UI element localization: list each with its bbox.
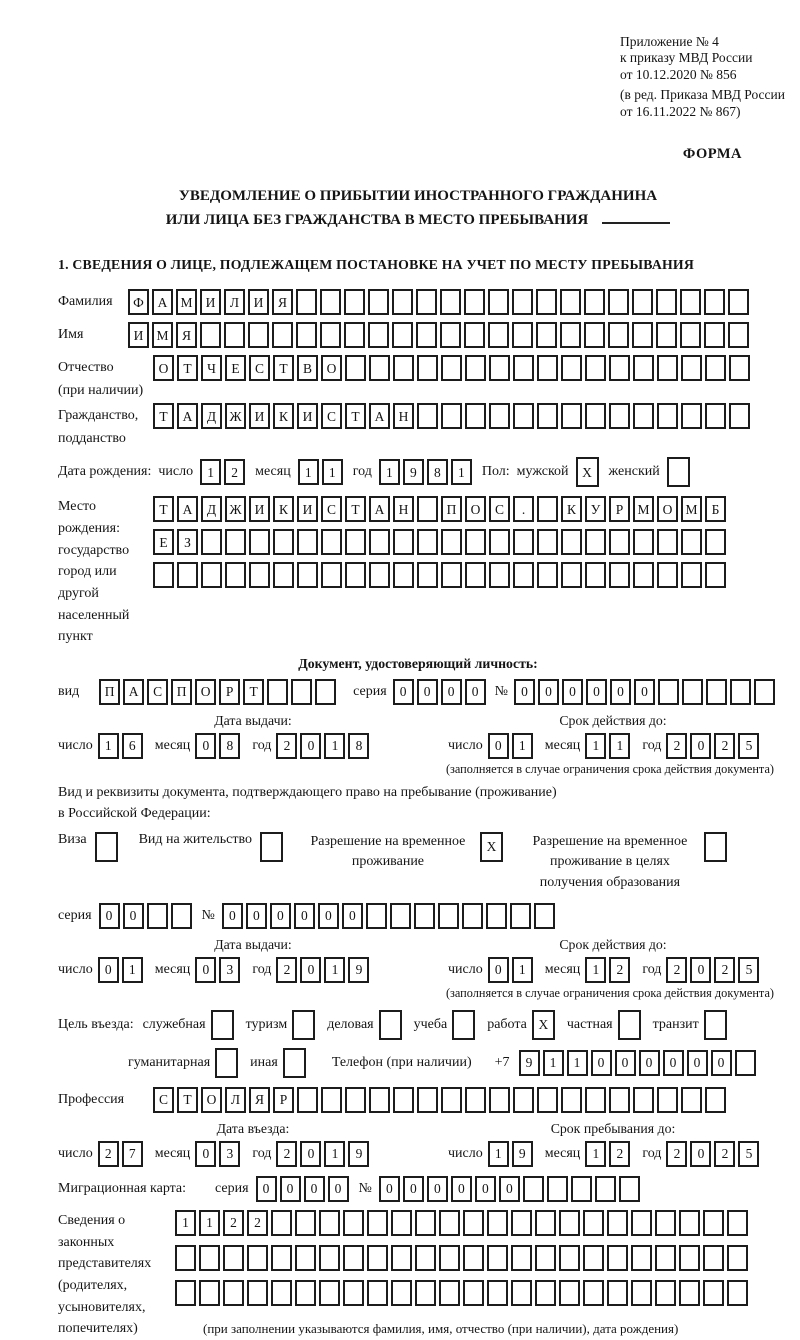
- humanitarian-checkbox[interactable]: [215, 1048, 241, 1078]
- representatives-labels: [58, 1210, 175, 1340]
- sex-male-checkbox[interactable]: X: [576, 457, 602, 487]
- entry-date-group: [58, 1141, 448, 1167]
- sex-male-label: мужской: [516, 464, 569, 480]
- form-label: ФОРМА: [682, 146, 742, 163]
- representatives-row-2[interactable]: [175, 1245, 751, 1271]
- citizenship-label: Гражданство,: [58, 408, 139, 424]
- page-title: [58, 185, 778, 231]
- purpose-other: [250, 1048, 309, 1078]
- field-row-migration-card: [58, 1176, 778, 1202]
- purpose-label: деловая: [327, 1017, 374, 1033]
- temp-residence-checkbox[interactable]: X: [480, 832, 506, 862]
- business-checkbox[interactable]: [379, 1010, 405, 1040]
- stay-day-cells[interactable]: 1 9: [488, 1141, 536, 1167]
- entry-year-cells[interactable]: 2 0 1 9: [276, 1141, 372, 1167]
- residence-expiry-year-cells[interactable]: 2 0 2 5: [666, 957, 762, 983]
- day-label: число: [58, 1146, 93, 1162]
- phone-prefix: +7: [494, 1055, 510, 1071]
- stay-month-cells[interactable]: 1 2: [585, 1141, 633, 1167]
- migration-number-label: №: [358, 1181, 372, 1197]
- birthdate-month-cells[interactable]: 1 1: [298, 459, 346, 485]
- representatives-label-line: Сведения о: [58, 1213, 126, 1229]
- month-label: месяц: [544, 1146, 581, 1162]
- migration-number-cells[interactable]: 0 0 0 0 0 0: [379, 1176, 643, 1202]
- birthdate-year-label: год: [352, 464, 372, 480]
- day-label: число: [448, 962, 483, 978]
- purpose-business: [327, 1010, 404, 1040]
- birthplace-row-1[interactable]: Т А Д Ж И К И С Т А Н П О С . К У Р М О М Б: [153, 496, 729, 522]
- birthdate-day-cells[interactable]: 1 2: [200, 459, 248, 485]
- citizenship-sublabel: подданство: [58, 431, 126, 447]
- birthdate-year-cells[interactable]: 1 9 8 1: [379, 459, 475, 485]
- day-label: число: [448, 738, 483, 754]
- purpose-label: работа: [487, 1017, 527, 1033]
- residence-series-label: серия: [58, 908, 92, 924]
- tourism-checkbox[interactable]: [292, 1010, 318, 1040]
- blank-underline: [602, 208, 670, 224]
- phone-cells[interactable]: 9 1 1 0 0 0 0 0 0: [519, 1050, 759, 1076]
- section-1-heading: 1. СВЕДЕНИЯ О ЛИЦЕ, ПОДЛЕЖАЩЕМ ПОСТАНОВКЕ НА УЧЕТ ПО МЕСТУ ПРЕБЫВАНИЯ: [58, 257, 695, 273]
- entry-day-cells[interactable]: 2 7: [98, 1141, 146, 1167]
- purpose-label: иная: [250, 1055, 278, 1071]
- residence-expiry-month-cells[interactable]: 1 2: [585, 957, 633, 983]
- representatives-caption: (при заполнении указываются фамилия, имя, отчество (при наличии), дата рождения): [203, 1321, 679, 1337]
- birthdate-day-label: число: [158, 464, 194, 480]
- expiry-day-cells[interactable]: 0 1: [488, 733, 536, 759]
- expiry-date-header: Срок действия до:: [559, 937, 667, 953]
- residence-number-label: №: [201, 908, 215, 924]
- birthplace-row-2[interactable]: Е З: [153, 529, 729, 555]
- private-checkbox[interactable]: [618, 1010, 644, 1040]
- purpose-humanitarian: [128, 1048, 241, 1078]
- purpose-official: [143, 1010, 237, 1040]
- option-temp-residence: [304, 832, 506, 873]
- doc-series-cells[interactable]: 0 0 0 0: [393, 679, 489, 705]
- birthplace-label-line: населенный пункт: [58, 607, 130, 645]
- birthplace-labels: [58, 496, 153, 648]
- residence-doc-date-headers: [58, 937, 778, 953]
- firstname-cells[interactable]: И М Я: [128, 322, 752, 348]
- birthplace-row-3[interactable]: [153, 562, 729, 588]
- sex-female-label: женский: [608, 464, 660, 480]
- year-label: год: [642, 738, 662, 754]
- issue-date-header: Дата выдачи:: [214, 937, 292, 953]
- month-label: месяц: [154, 962, 191, 978]
- birthplace-label-line: государство: [58, 542, 130, 558]
- field-row-identity-doc: [58, 679, 778, 705]
- residence-doc-intro-2: в Российской Федерации:: [58, 806, 211, 822]
- annex-block: [620, 34, 800, 120]
- annex-line: от 10.12.2020 № 856: [620, 66, 737, 82]
- residence-issue-year-cells[interactable]: 2 0 1 9: [276, 957, 372, 983]
- title-line-2: [58, 208, 778, 232]
- option-label: Разрешение на временное проживание: [310, 834, 466, 870]
- issue-date-group: [58, 733, 448, 759]
- title-line-2-text: ИЛИ ЛИЦА БЕЗ ГРАЖДАНСТВА В МЕСТО ПРЕБЫВАНИЯ: [165, 211, 589, 228]
- phone-label: Телефон (при наличии): [331, 1055, 472, 1071]
- field-block-representatives: [58, 1210, 778, 1340]
- expiry-date-header: Срок действия до:: [559, 713, 667, 729]
- purpose-label: транзит: [652, 1017, 699, 1033]
- birthdate-label: Дата рождения:: [58, 464, 152, 480]
- surname-label: Фамилия: [58, 294, 113, 310]
- identity-doc-date-headers: [58, 713, 778, 729]
- entry-date-header: Дата въезда:: [216, 1121, 290, 1137]
- expiry-date-group: [448, 957, 766, 983]
- entry-month-cells[interactable]: 0 3: [195, 1141, 243, 1167]
- option-label: Разрешение на временное проживание в целях получения образования: [532, 834, 688, 890]
- identity-doc-heading: Документ, удостоверяющий личность:: [298, 656, 538, 672]
- other-checkbox[interactable]: [283, 1048, 309, 1078]
- year-label: год: [642, 1146, 662, 1162]
- issue-month-cells[interactable]: 0 8: [195, 733, 243, 759]
- visa-checkbox[interactable]: [95, 832, 121, 862]
- revision-line: от 16.11.2022 № 867): [620, 103, 741, 119]
- purpose-work: [487, 1010, 558, 1040]
- patronymic-sublabel: (при наличии): [58, 383, 144, 399]
- month-label: месяц: [544, 738, 581, 754]
- migration-series-label: серия: [215, 1181, 249, 1197]
- entry-dates: [58, 1141, 778, 1167]
- residence-doc-dates: [58, 957, 778, 983]
- purpose-label: учеба: [413, 1017, 448, 1033]
- doc-series-label: серия: [353, 684, 387, 700]
- representatives-label-line: попечителях): [58, 1321, 138, 1337]
- expiry-note: (заполняется в случае ограничения срока действия документа): [445, 986, 774, 1001]
- field-block-birthplace: [58, 496, 778, 648]
- sex-label: Пол:: [481, 464, 510, 480]
- official-checkbox[interactable]: [211, 1010, 237, 1040]
- representatives-row-1[interactable]: 1 1 2 2: [175, 1210, 751, 1236]
- issue-year-cells[interactable]: 2 0 1 8: [276, 733, 372, 759]
- day-label: число: [448, 1146, 483, 1162]
- residence-doc-options: [58, 832, 778, 893]
- year-label: год: [252, 962, 272, 978]
- revision-line: (в ред. Приказа МВД России: [620, 87, 785, 103]
- field-row-purpose-2-phone: [58, 1048, 778, 1078]
- purpose-label: туризм: [245, 1017, 288, 1033]
- field-row-surname: [58, 289, 778, 315]
- profession-label: Профессия: [58, 1092, 125, 1108]
- issue-day-cells[interactable]: 1 6: [98, 733, 146, 759]
- option-label: Виза: [58, 832, 87, 848]
- purpose-tourism: [246, 1010, 319, 1040]
- birthplace-label-line: Место рождения:: [58, 499, 120, 537]
- field-row-citizenship: [58, 403, 778, 429]
- residence-expiry-day-cells[interactable]: 0 1: [488, 957, 536, 983]
- issue-date-header: Дата выдачи:: [214, 713, 292, 729]
- sex-female-checkbox[interactable]: [667, 457, 693, 487]
- expiry-date-group: [448, 733, 766, 759]
- year-label: год: [642, 962, 662, 978]
- residence-issue-day-cells[interactable]: 0 1: [98, 957, 146, 983]
- patronymic-cells[interactable]: О Т Ч Е С Т В О: [153, 355, 753, 381]
- field-row-profession: [58, 1087, 778, 1113]
- residence-number-cells[interactable]: 0 0 0 0 0 0: [222, 903, 558, 929]
- doc-number-label: №: [494, 684, 508, 700]
- patronymic-label: Отчество: [58, 360, 114, 376]
- profession-cells[interactable]: С Т О Л Я Р: [153, 1087, 729, 1113]
- month-label: месяц: [154, 738, 191, 754]
- residence-doc-intro-1: Вид и реквизиты документа, подтверждающего право на пребывание (проживание): [58, 785, 557, 801]
- representatives-grid: [175, 1210, 751, 1337]
- expiry-year-cells[interactable]: 2 0 2 5: [666, 733, 762, 759]
- annex-line: Приложение № 4: [620, 34, 719, 49]
- doc-number-cells[interactable]: 0 0 0 0 0 0: [514, 679, 778, 705]
- month-label: месяц: [544, 962, 581, 978]
- transit-checkbox[interactable]: [704, 1010, 730, 1040]
- field-row-patronymic: [58, 355, 778, 381]
- option-visa: [58, 832, 121, 862]
- stay-until-header: Срок пребывания до:: [550, 1121, 676, 1137]
- doc-type-label: вид: [58, 684, 80, 700]
- residence-issue-month-cells[interactable]: 0 3: [195, 957, 243, 983]
- field-row-birthdate: [58, 457, 778, 487]
- birthdate-month-label: месяц: [255, 464, 291, 480]
- study-checkbox[interactable]: [452, 1010, 478, 1040]
- purpose-study: [414, 1010, 479, 1040]
- visit-purpose-label: Цель въезда:: [58, 1017, 134, 1033]
- stay-year-cells[interactable]: 2 0 2 5: [666, 1141, 762, 1167]
- birthplace-grid: [153, 496, 729, 588]
- annex-line: к приказу МВД России: [620, 50, 753, 66]
- field-row-firstname: [58, 322, 778, 348]
- identity-doc-dates: [58, 733, 778, 759]
- work-checkbox[interactable]: X: [532, 1010, 558, 1040]
- expiry-month-cells[interactable]: 1 1: [585, 733, 633, 759]
- representatives-label-line: представителях: [58, 1256, 152, 1272]
- representatives-label-line: законных: [58, 1234, 115, 1250]
- residence-permit-checkbox[interactable]: [260, 832, 286, 862]
- birthplace-label-line: город или другой: [58, 564, 117, 602]
- surname-cells[interactable]: Ф А М И Л И Я: [128, 289, 752, 315]
- year-label: год: [252, 738, 272, 754]
- temp-residence-education-checkbox[interactable]: [704, 832, 730, 862]
- field-row-visit-purpose: [58, 1010, 778, 1040]
- stay-until-group: [448, 1141, 766, 1167]
- purpose-private: [567, 1010, 644, 1040]
- day-label: число: [58, 962, 93, 978]
- option-label: Вид на жительство: [138, 832, 252, 848]
- representatives-label-line: усыновителях,: [58, 1299, 146, 1315]
- entry-date-headers: [58, 1121, 778, 1137]
- title-line-1: УВЕДОМЛЕНИЕ О ПРИБЫТИИ ИНОСТРАННОГО ГРАЖДАНИНА: [178, 188, 658, 205]
- year-label: год: [252, 1146, 272, 1162]
- option-residence-permit: [139, 832, 286, 862]
- citizenship-cells[interactable]: Т А Д Ж И К И С Т А Н: [153, 403, 753, 429]
- migration-series-cells[interactable]: 0 0 0 0: [256, 1176, 352, 1202]
- firstname-label: Имя: [58, 327, 84, 343]
- representatives-label-line: (родителях,: [58, 1278, 128, 1294]
- expiry-note: (заполняется в случае ограничения срока действия документа): [445, 762, 774, 777]
- issue-date-group: [58, 957, 448, 983]
- purpose-label: гуманитарная: [128, 1055, 211, 1071]
- field-row-residence-series: [58, 903, 778, 929]
- representatives-row-3[interactable]: [175, 1280, 751, 1306]
- residence-series-cells[interactable]: 0 0: [99, 903, 195, 929]
- purpose-label: служебная: [142, 1017, 206, 1033]
- purpose-label: частная: [566, 1017, 613, 1033]
- day-label: число: [58, 738, 93, 754]
- month-label: месяц: [154, 1146, 191, 1162]
- migration-card-label: Миграционная карта:: [58, 1181, 187, 1197]
- option-temp-residence-education: [524, 832, 730, 893]
- purpose-transit: [653, 1010, 730, 1040]
- doc-type-cells[interactable]: П А С П О Р Т: [99, 679, 339, 705]
